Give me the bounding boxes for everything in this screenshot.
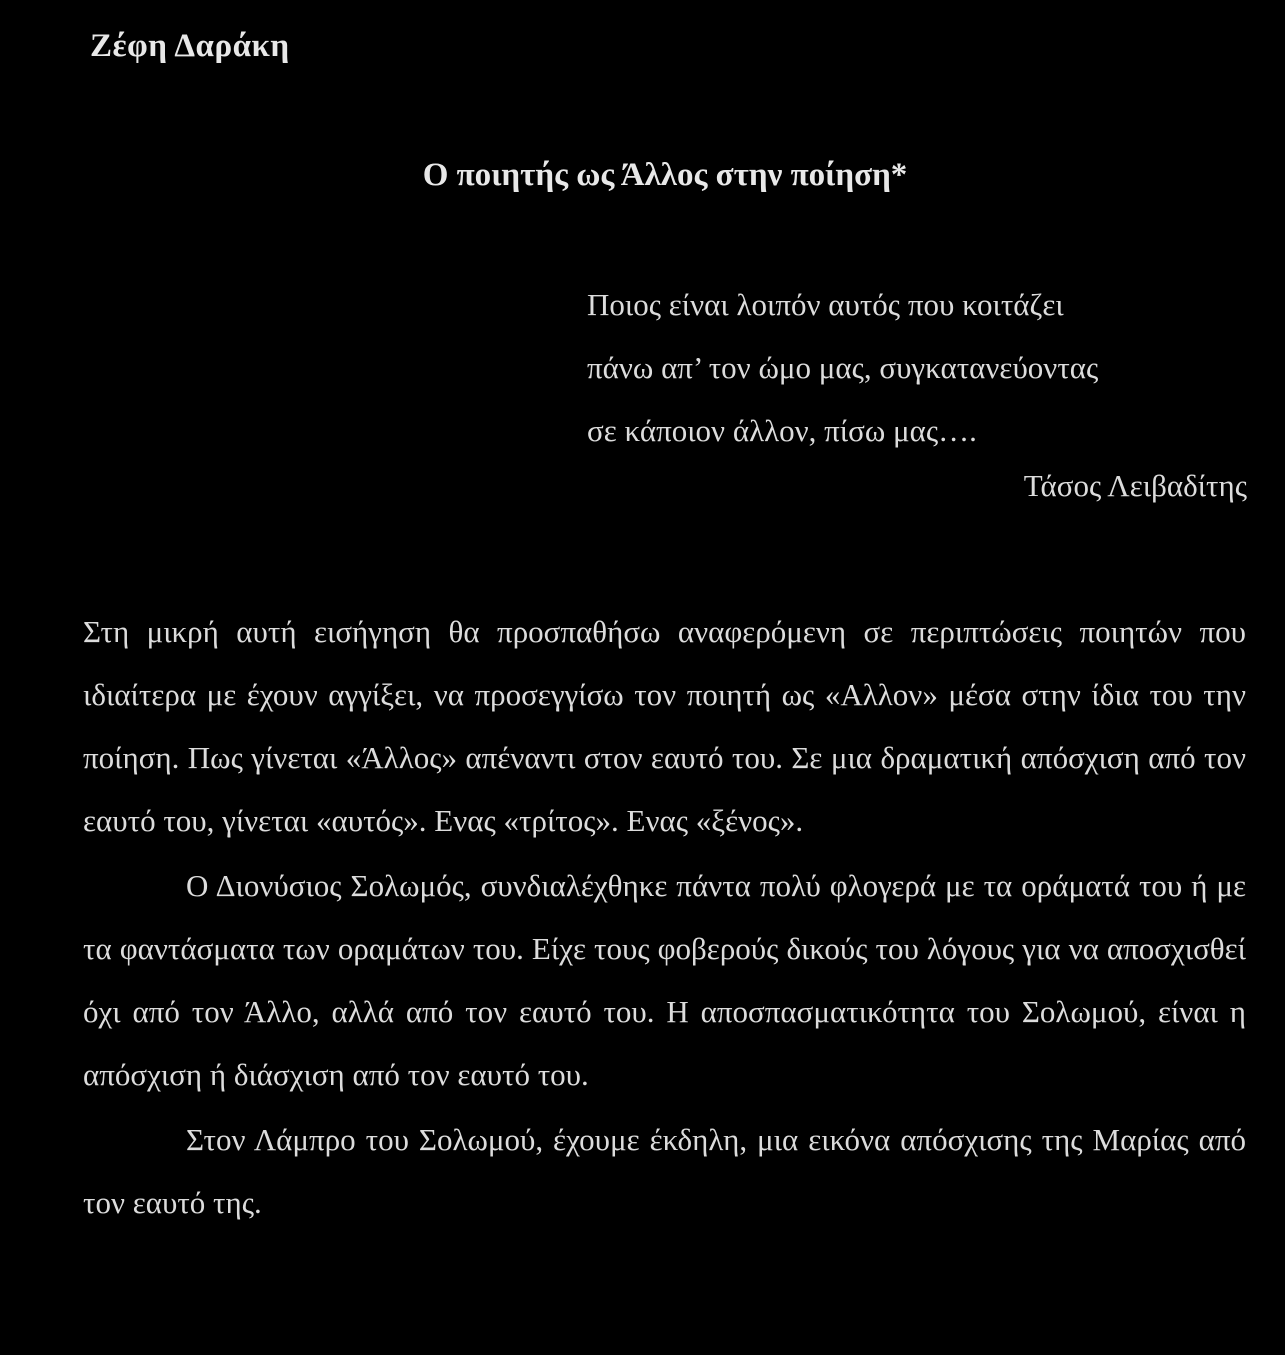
paragraph: Στη μικρή αυτή εισήγηση θα προσπαθήσω αναφερόμενη σε περιπτώσεις ποιητών που ιδιαίτερα με έχουν αγγίξει, να προσεγγίσω τον ποιητή ως «Αλλον» μέσα στην ίδια του την ποίηση. Πως γίνεται «Άλλος» απέναντι στον εαυτό του. Σε μια δραματική απόσχιση από τον εαυτό του, γίνεται «αυτός». Ενας «τρίτος». Ενας «ξένος».	[83, 614, 1246, 838]
author-name: Ζέφη Δαράκη	[90, 28, 290, 64]
epigraph-line: Ποιος είναι λοιπόν αυτός που κοιτάζει	[587, 287, 1064, 322]
body-text	[83, 600, 1246, 1234]
epigraph-attribution: Τάσος Λειβαδίτης	[1023, 468, 1247, 503]
epigraph-line: σε κάποιον άλλον, πίσω μας….	[587, 413, 977, 448]
epigraph	[587, 280, 1247, 511]
epigraph-line: πάνω απ’ τον ώμο μας, συγκατανεύοντας	[587, 350, 1099, 385]
paragraph: Στον Λάμπρο του Σολωμού, έχουμε έκδηλη, μια εικόνα απόσχισης της Μαρίας από τον εαυτό της.	[83, 1122, 1246, 1220]
page-title: Ο ποιητής ως Άλλος στην ποίηση*	[422, 157, 908, 193]
paragraph: Ο Διονύσιος Σολωμός, συνδιαλέχθηκε πάντα πολύ φλογερά με τα οράματά του ή με τα φαντάσματα των οραμάτων του. Είχε τους φοβερούς δικούς του λόγους για να αποσχισθεί όχι από τον Άλλο, αλλά από τον εαυτό του. Η αποσπασματικότητα του Σολωμού, είναι η απόσχιση ή διάσχιση από τον εαυτό του.	[83, 868, 1246, 1092]
